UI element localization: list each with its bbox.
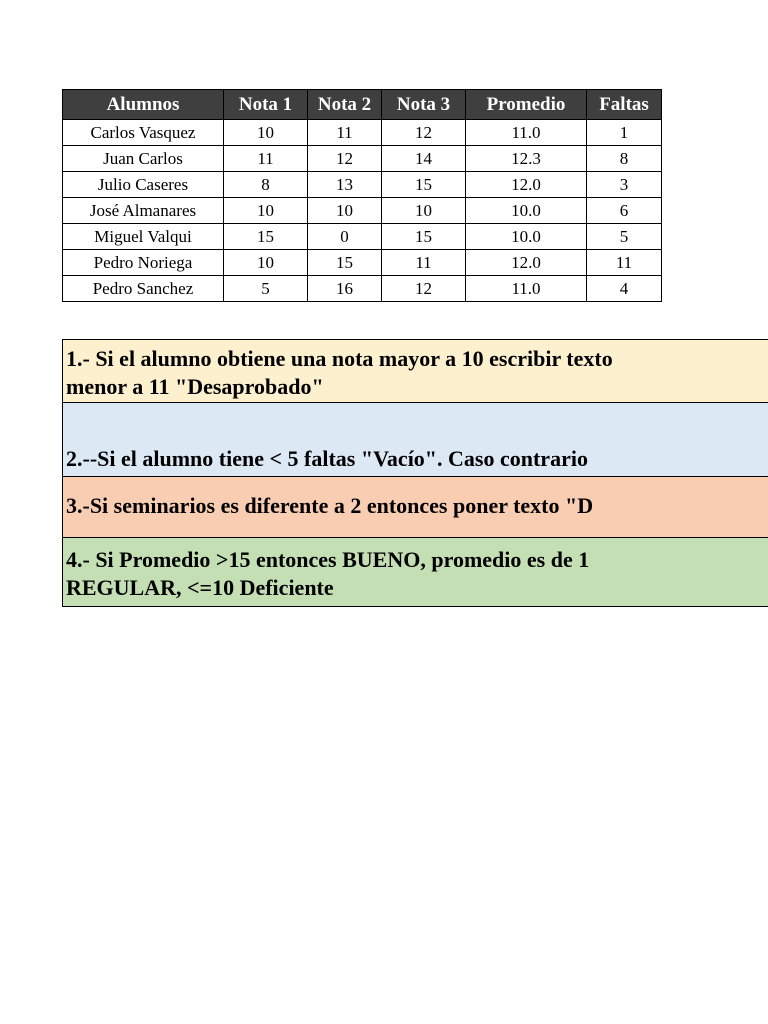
cell-nota-3[interactable]: 14 (382, 146, 466, 172)
cell-nota-1[interactable]: 11 (224, 146, 308, 172)
cell-promedio[interactable]: 11.0 (466, 276, 587, 302)
instruction-2-text: 2.--Si el alumno tiene < 5 faltas "Vacío". Caso contrario (66, 446, 588, 471)
header-nota-2: Nota 2 (308, 90, 382, 120)
cell-nota-2[interactable]: 15 (308, 250, 382, 276)
cell-nota-3[interactable]: 12 (382, 120, 466, 146)
cell-alumno[interactable]: Pedro Sanchez (63, 276, 224, 302)
instruction-3[interactable] (62, 476, 768, 537)
cell-alumno[interactable]: Miguel Valqui (63, 224, 224, 250)
cell-faltas[interactable]: 1 (587, 120, 662, 146)
cell-nota-3[interactable]: 12 (382, 276, 466, 302)
header-alumnos: Alumnos (63, 90, 224, 120)
instruction-1-line-2: menor a 11 "Desaprobado" (66, 374, 324, 399)
overflow-cell-4 (662, 538, 768, 606)
cell-promedio[interactable]: 11.0 (466, 120, 587, 146)
cell-faltas[interactable]: 8 (587, 146, 662, 172)
cell-promedio[interactable]: 10.0 (466, 224, 587, 250)
cell-nota-1[interactable]: 10 (224, 250, 308, 276)
table-row (63, 146, 662, 172)
header-promedio: Promedio (466, 90, 587, 120)
cell-promedio[interactable]: 10.0 (466, 198, 587, 224)
header-nota-3: Nota 3 (382, 90, 466, 120)
overflow-cell-1 (662, 340, 768, 402)
cell-alumno[interactable]: Juan Carlos (63, 146, 224, 172)
cell-faltas[interactable]: 11 (587, 250, 662, 276)
instruction-4-line-1: 4.- Si Promedio >15 entonces BUENO, promedio es de 1 (66, 547, 590, 572)
cell-nota-3[interactable]: 15 (382, 224, 466, 250)
instructions-block (62, 339, 768, 607)
cell-nota-1[interactable]: 10 (224, 198, 308, 224)
cell-nota-2[interactable]: 11 (308, 120, 382, 146)
cell-nota-2[interactable]: 13 (308, 172, 382, 198)
cell-nota-3[interactable]: 11 (382, 250, 466, 276)
overflow-cell-2 (662, 403, 768, 476)
cell-nota-3[interactable]: 15 (382, 172, 466, 198)
table-row (63, 120, 662, 146)
grades-table (62, 89, 662, 302)
instruction-4-line-2: REGULAR, <=10 Deficiente (66, 575, 334, 600)
cell-nota-2[interactable]: 16 (308, 276, 382, 302)
instruction-2[interactable] (62, 403, 768, 476)
cell-nota-2[interactable]: 12 (308, 146, 382, 172)
header-faltas: Faltas (587, 90, 662, 120)
cell-nota-2[interactable]: 10 (308, 198, 382, 224)
instruction-1-line-1: 1.- Si el alumno obtiene una nota mayor a 10 escribir texto (66, 346, 613, 371)
table-header-row (63, 90, 662, 120)
table-row (63, 172, 662, 198)
cell-nota-1[interactable]: 15 (224, 224, 308, 250)
table-row (63, 250, 662, 276)
cell-faltas[interactable]: 4 (587, 276, 662, 302)
header-nota-1: Nota 1 (224, 90, 308, 120)
instruction-4[interactable] (62, 537, 768, 607)
cell-nota-2[interactable]: 0 (308, 224, 382, 250)
cell-nota-1[interactable]: 10 (224, 120, 308, 146)
cell-alumno[interactable]: Julio Caseres (63, 172, 224, 198)
instruction-3-text: 3.-Si seminarios es diferente a 2 entonces poner texto "D (66, 493, 594, 518)
cell-alumno[interactable]: José Almanares (63, 198, 224, 224)
overflow-cell-3 (662, 477, 768, 537)
cell-faltas[interactable]: 6 (587, 198, 662, 224)
cell-nota-1[interactable]: 5 (224, 276, 308, 302)
table-row (63, 198, 662, 224)
cell-alumno[interactable]: Pedro Noriega (63, 250, 224, 276)
cell-faltas[interactable]: 5 (587, 224, 662, 250)
table-row (63, 276, 662, 302)
cell-promedio[interactable]: 12.0 (466, 250, 587, 276)
cell-faltas[interactable]: 3 (587, 172, 662, 198)
cell-nota-3[interactable]: 10 (382, 198, 466, 224)
cell-promedio[interactable]: 12.3 (466, 146, 587, 172)
cell-alumno[interactable]: Carlos Vasquez (63, 120, 224, 146)
table-row (63, 224, 662, 250)
cell-promedio[interactable]: 12.0 (466, 172, 587, 198)
instruction-1[interactable] (62, 339, 768, 403)
cell-nota-1[interactable]: 8 (224, 172, 308, 198)
